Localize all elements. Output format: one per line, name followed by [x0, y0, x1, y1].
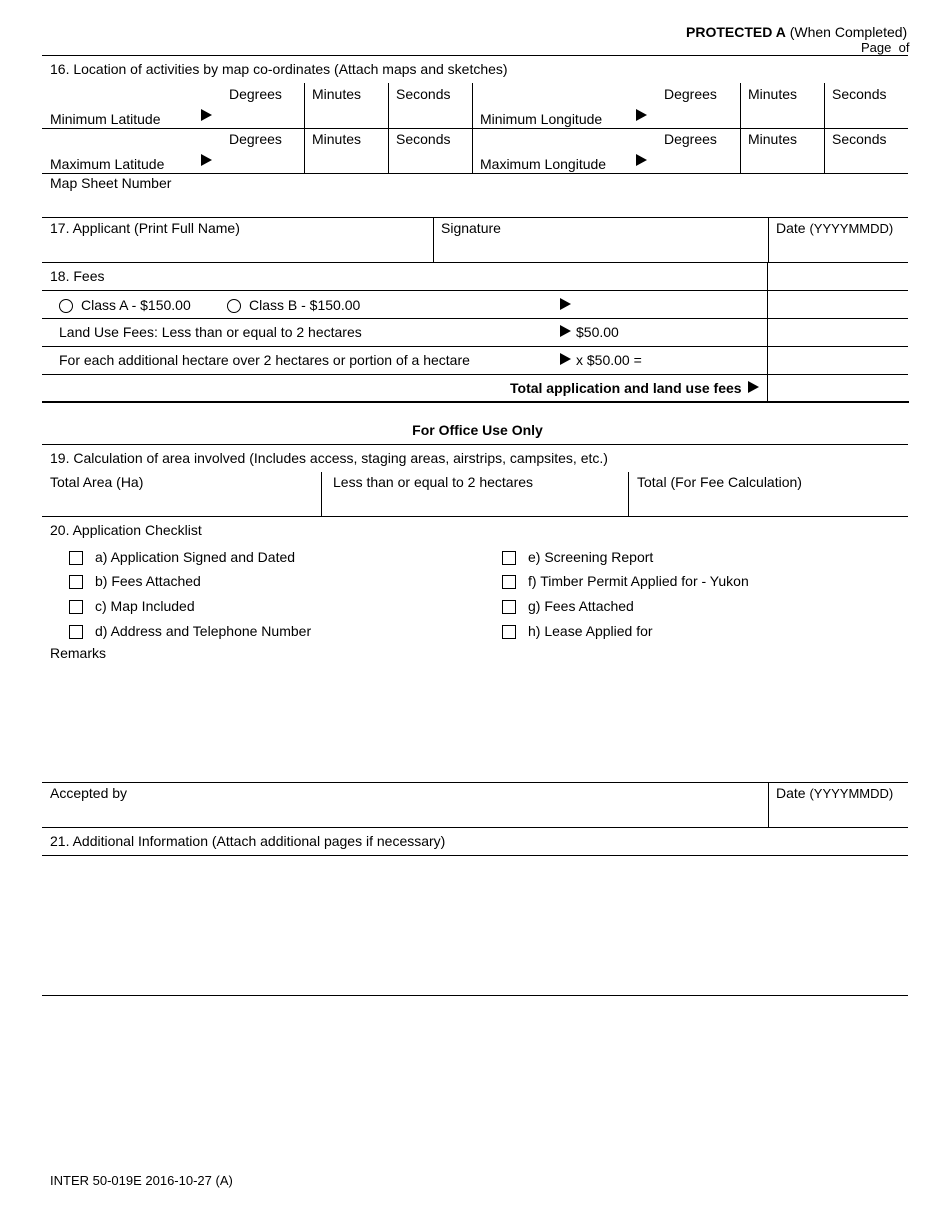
- max-long-degrees-field[interactable]: [658, 147, 738, 171]
- applicant-label: 17. Applicant (Print Full Name): [50, 220, 240, 236]
- grid-line: [740, 83, 741, 173]
- applicant-name-field[interactable]: [48, 238, 428, 260]
- additional-info-field[interactable]: [48, 860, 904, 990]
- grid-line: [824, 83, 825, 173]
- remarks-field[interactable]: [48, 664, 904, 778]
- grid-line: [433, 217, 434, 262]
- date-word: Date: [776, 785, 806, 801]
- of-word: of: [898, 40, 910, 55]
- min-long-minutes-label: Minutes: [748, 86, 798, 102]
- max-lat-degrees-label: Degrees: [229, 131, 282, 147]
- arrow-icon: [636, 109, 647, 121]
- grid-line: [628, 472, 629, 516]
- grid-line: [388, 83, 389, 173]
- max-lat-degrees-field[interactable]: [222, 147, 302, 171]
- section19-title: 19. Calculation of area involved (Includes access, staging areas, airstrips, campsites, etc.): [50, 450, 608, 466]
- max-long-minutes-label: Minutes: [748, 131, 798, 147]
- grid-line: [768, 217, 769, 262]
- form-id: INTER 50-019E 2016-10-27 (A): [50, 1173, 233, 1188]
- grid-line: [767, 262, 768, 402]
- divider: [42, 444, 908, 445]
- less-equal-field[interactable]: [328, 492, 623, 514]
- section-divider: [42, 401, 909, 403]
- max-long-label: Maximum Longitude: [480, 156, 607, 172]
- total-area-label: Total Area (Ha): [50, 474, 144, 490]
- land-use-amount: $50.00: [576, 324, 619, 340]
- min-lat-degrees-field[interactable]: [222, 102, 302, 126]
- total-fees-field[interactable]: [772, 377, 904, 401]
- date-format: (YYYYMMDD): [809, 221, 894, 236]
- arrow-icon: [636, 154, 647, 166]
- checklist-item-g: g) Fees Attached: [528, 598, 634, 614]
- total-area-field[interactable]: [48, 492, 316, 514]
- accepted-date-field[interactable]: [773, 803, 903, 825]
- min-lat-degrees-label: Degrees: [229, 86, 282, 102]
- office-use-title: For Office Use Only: [412, 422, 543, 438]
- checklist-checkbox-f[interactable]: [502, 575, 516, 589]
- arrow-icon: [560, 325, 571, 337]
- divider: [42, 516, 908, 517]
- accepted-by-label: Accepted by: [50, 785, 128, 801]
- additional-hectare-label: For each additional hectare over 2 hectares or portion of a hectare: [59, 352, 470, 368]
- divider: [42, 827, 908, 828]
- checklist-checkbox-e[interactable]: [502, 551, 516, 565]
- checklist-checkbox-d[interactable]: [69, 625, 83, 639]
- map-sheet-label: Map Sheet Number: [50, 175, 172, 191]
- max-lat-minutes-label: Minutes: [312, 131, 362, 147]
- min-lat-seconds-field[interactable]: [390, 102, 470, 126]
- applicant-date-label: [776, 220, 893, 237]
- divider: [42, 318, 908, 319]
- min-long-minutes-field[interactable]: [742, 102, 822, 126]
- checklist-checkbox-h[interactable]: [502, 625, 516, 639]
- checklist-item-d: d) Address and Telephone Number: [95, 623, 312, 639]
- max-long-degrees-label: Degrees: [664, 131, 717, 147]
- divider: [42, 217, 908, 218]
- arrow-icon: [560, 298, 571, 310]
- map-sheet-field[interactable]: [180, 175, 900, 215]
- date-format: (YYYYMMDD): [809, 786, 894, 801]
- fees-title: 18. Fees: [50, 268, 105, 284]
- grid-line: [304, 83, 305, 173]
- max-long-seconds-field[interactable]: [826, 147, 906, 171]
- class-fee-field[interactable]: [772, 293, 904, 317]
- when-completed-text: (When Completed): [789, 24, 908, 40]
- checklist-checkbox-g[interactable]: [502, 600, 516, 614]
- checklist-item-a: a) Application Signed and Dated: [95, 549, 296, 565]
- total-fee-calc-label: Total (For Fee Calculation): [637, 474, 802, 490]
- checklist-checkbox-a[interactable]: [69, 551, 83, 565]
- accepted-by-field[interactable]: [48, 803, 763, 825]
- protected-label: [686, 24, 907, 40]
- checklist-checkbox-b[interactable]: [69, 575, 83, 589]
- checklist-checkbox-c[interactable]: [69, 600, 83, 614]
- land-use-fee-field[interactable]: [772, 321, 904, 345]
- max-long-seconds-label: Seconds: [832, 131, 887, 147]
- checklist-item-f: f) Timber Permit Applied for - Yukon: [528, 573, 749, 589]
- arrow-icon: [748, 381, 759, 393]
- applicant-date-field[interactable]: [773, 238, 903, 260]
- land-use-label: Land Use Fees: Less than or equal to 2 hectares: [59, 324, 362, 340]
- arrow-icon: [201, 154, 212, 166]
- min-lat-minutes-label: Minutes: [312, 86, 362, 102]
- grid-line: [472, 83, 473, 173]
- remarks-label: Remarks: [50, 645, 107, 661]
- divider: [42, 782, 908, 783]
- additional-amount: x $50.00 =: [576, 352, 642, 368]
- date-word: Date: [776, 220, 806, 236]
- checklist-title: 20. Application Checklist: [50, 522, 202, 538]
- arrow-icon: [560, 353, 571, 365]
- checklist-item-b: b) Fees Attached: [95, 573, 201, 589]
- section16-title: 16. Location of activities by map co-ordinates (Attach maps and sketches): [50, 61, 508, 77]
- min-lat-label: Minimum Latitude: [50, 111, 161, 127]
- class-a-label: Class A - $150.00: [81, 297, 191, 313]
- section21-title: 21. Additional Information (Attach additional pages if necessary): [50, 833, 446, 849]
- divider: [42, 262, 908, 263]
- additional-fee-field[interactable]: [772, 349, 904, 373]
- class-b-label: Class B - $150.00: [249, 297, 361, 313]
- divider: [42, 995, 908, 996]
- min-long-label: Minimum Longitude: [480, 111, 603, 127]
- divider: [42, 55, 908, 56]
- divider: [42, 128, 908, 129]
- total-fee-calc-field[interactable]: [634, 492, 904, 514]
- min-long-seconds-field[interactable]: [826, 102, 906, 126]
- divider: [42, 346, 908, 347]
- max-lat-seconds-label: Seconds: [396, 131, 451, 147]
- min-long-seconds-label: Seconds: [832, 86, 887, 102]
- total-fees-label: Total application and land use fees: [510, 380, 742, 396]
- page-label: [861, 40, 909, 56]
- protected-text: PROTECTED A: [686, 24, 786, 40]
- checklist-item-e: e) Screening Report: [528, 549, 654, 565]
- max-lat-minutes-field[interactable]: [306, 147, 386, 171]
- min-lat-seconds-label: Seconds: [396, 86, 451, 102]
- class-a-radio[interactable]: [59, 299, 73, 313]
- checklist-item-h: h) Lease Applied for: [528, 623, 653, 639]
- max-lat-label: Maximum Latitude: [50, 156, 165, 172]
- min-long-degrees-field[interactable]: [658, 102, 738, 126]
- arrow-icon: [201, 109, 212, 121]
- max-long-minutes-field[interactable]: [742, 147, 822, 171]
- less-equal-label: Less than or equal to 2 hectares: [333, 474, 534, 490]
- min-lat-minutes-field[interactable]: [306, 102, 386, 126]
- grid-line: [321, 472, 322, 516]
- signature-label: Signature: [441, 220, 501, 236]
- divider: [42, 855, 908, 856]
- grid-line: [768, 782, 769, 827]
- signature-field[interactable]: [438, 238, 763, 260]
- divider: [42, 290, 908, 291]
- divider: [42, 374, 908, 375]
- accepted-date-label: [776, 785, 893, 802]
- page-word: Page: [861, 40, 892, 55]
- class-b-radio[interactable]: [227, 299, 241, 313]
- max-lat-seconds-field[interactable]: [390, 147, 470, 171]
- checklist-item-c: c) Map Included: [95, 598, 195, 614]
- divider: [42, 173, 908, 174]
- min-long-degrees-label: Degrees: [664, 86, 717, 102]
